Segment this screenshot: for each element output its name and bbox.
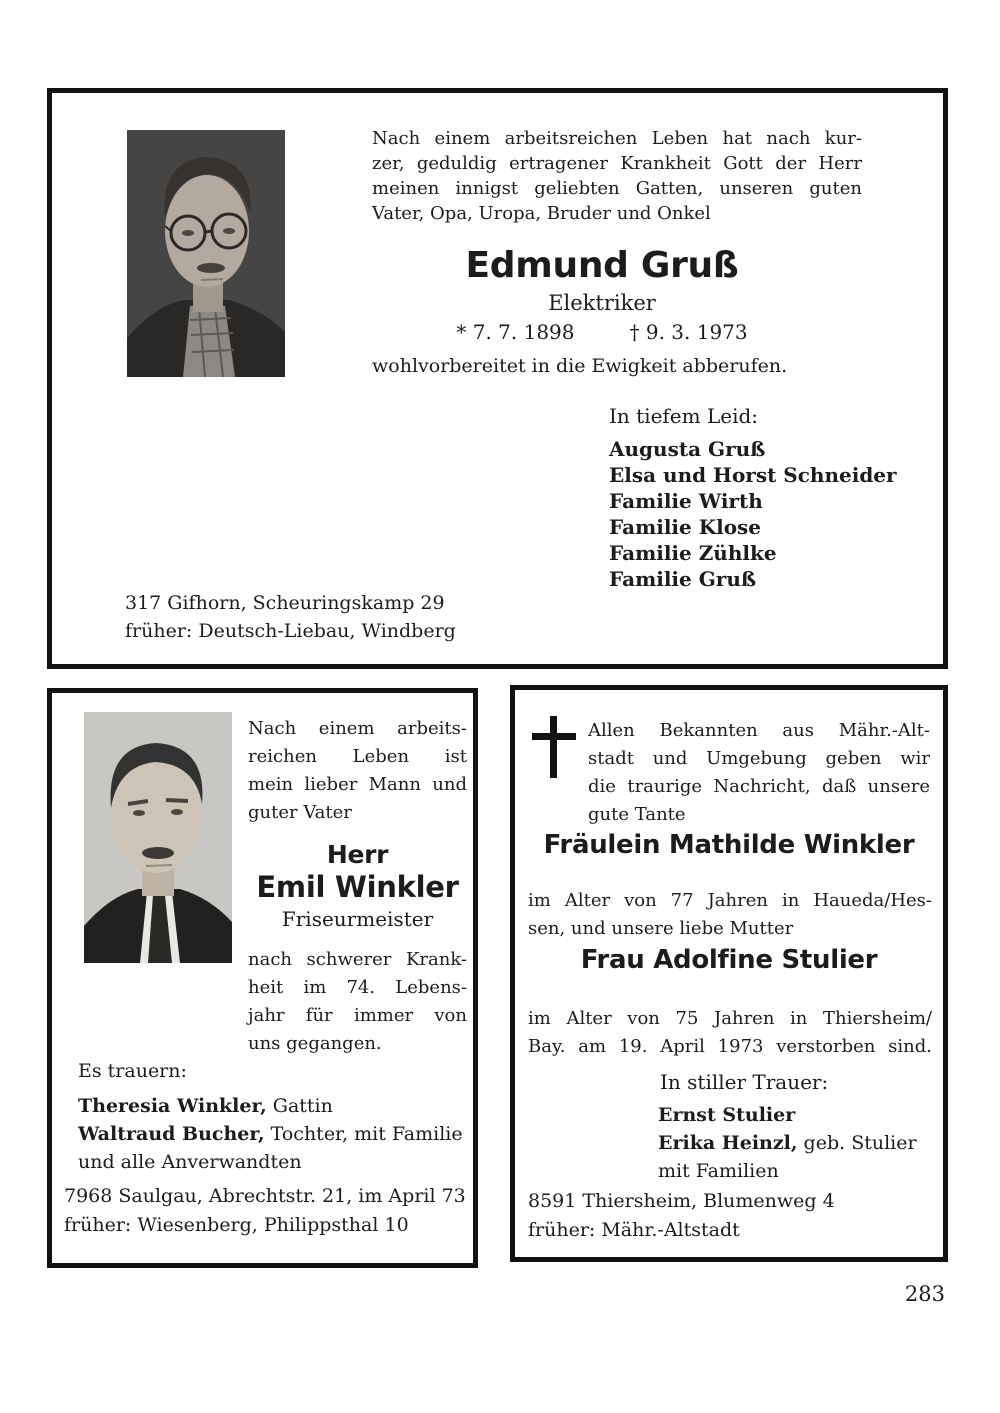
intro-text	[588, 717, 930, 829]
mourners-block	[658, 1101, 917, 1185]
deceased-profession: Elektriker	[548, 291, 656, 315]
intro-line: reichen Leben ist	[248, 746, 467, 767]
intro-line: meinen innigst geliebten Gatten, unseren guten	[372, 178, 862, 199]
mourner-name: Familie Zühlke	[609, 541, 777, 565]
address-line: 8591 Thiersheim, Blumenweg 4	[528, 1190, 835, 1212]
mourner-line	[78, 1148, 463, 1176]
mourner-name: Familie Klose	[609, 515, 762, 539]
address-line: 317 Gifhorn, Scheuringskamp 29	[125, 592, 445, 614]
closing-text	[248, 946, 467, 1058]
closing-line: jahr für immer von	[248, 1005, 467, 1026]
notice-emil-winkler	[47, 688, 478, 1268]
mourner-name: Augusta Gruß	[609, 437, 766, 461]
address-block	[125, 589, 456, 645]
closing-line: heit im 74. Lebens-	[248, 977, 467, 998]
mourner-role: und alle Anverwandten	[78, 1151, 302, 1173]
mourners-block	[609, 404, 897, 592]
closing-line: nach schwerer Krank-	[248, 949, 467, 970]
intro-line: mein lieber Mann und	[248, 774, 467, 795]
mourner-line	[78, 1120, 463, 1148]
closing-line: Bay. am 19. April 1973 verstorben sind.	[528, 1036, 932, 1057]
intro-line: Nach einem arbeitsreichen Leben hat nach kur-	[372, 128, 862, 149]
mourners-block	[78, 1092, 463, 1176]
intro-line: Vater, Opa, Uropa, Bruder und Onkel	[372, 203, 711, 224]
deceased-name: Emil Winkler	[256, 870, 459, 904]
intro-line: zer, geduldig ertragener Krankheit Gott der Herr	[372, 153, 862, 174]
closing-line: im Alter von 75 Jahren in Thiersheim/	[528, 1008, 932, 1029]
portrait-man-glasses-icon	[127, 130, 285, 377]
deceased-profession: Friseurmeister	[281, 907, 434, 931]
cross-icon	[550, 716, 557, 778]
intro-line: Nach einem arbeits-	[248, 718, 467, 739]
mourner-line	[658, 1129, 917, 1157]
mourner-name: Familie Gruß	[609, 567, 757, 591]
deceased-name: Edmund Gruß	[465, 245, 739, 286]
life-dates	[327, 320, 877, 344]
notice-winkler-stulier	[510, 685, 948, 1262]
mourner-name: Theresia Winkler,	[78, 1095, 267, 1117]
intro-line: die traurige Nachricht, daß unsere	[588, 776, 930, 797]
intro-line: stadt und Umgebung geben wir	[588, 748, 930, 769]
mourner-role: Gattin	[266, 1095, 333, 1117]
page-number: 283	[904, 1282, 945, 1306]
closing-text: wohlvorbereitet in die Ewigkeit abberufen.	[372, 355, 788, 377]
deceased-name-mathilde: Fräulein Mathilde Winkler	[543, 830, 915, 860]
address-block	[528, 1187, 835, 1245]
intro-text	[248, 715, 467, 827]
address-line: früher: Mähr.-Altstadt	[528, 1219, 740, 1241]
closing-line: uns gegangen.	[248, 1033, 382, 1054]
mourner-line	[658, 1157, 917, 1185]
mourner-role: geb. Stulier	[797, 1132, 917, 1154]
middle-line: sen, und unsere liebe Mutter	[528, 918, 794, 939]
birth-date: * 7. 7. 1898	[456, 320, 575, 344]
mourner-name: Elsa und Horst Schneider	[609, 463, 897, 487]
mourning-label: Es trauern:	[78, 1060, 187, 1082]
intro-text	[372, 126, 862, 226]
mourner-name: Waltraud Bucher,	[78, 1123, 265, 1145]
cross-icon	[532, 733, 576, 740]
address-line: früher: Deutsch-Liebau, Windberg	[125, 620, 456, 642]
closing-text	[528, 1005, 932, 1061]
mourner-role: mit Familien	[658, 1160, 779, 1182]
mourner-line	[78, 1092, 463, 1120]
portrait-man-suit-icon	[84, 712, 232, 963]
notice-edmund-gruss	[47, 88, 948, 669]
mourning-label: In tiefem Leid:	[609, 404, 759, 428]
intro-line: Allen Bekannten aus Mähr.-Alt-	[588, 720, 930, 741]
address-line: 7968 Saulgau, Abrechtstr. 21, im April 73	[64, 1185, 466, 1207]
deceased-name-adolfine: Frau Adolfine Stulier	[580, 945, 878, 975]
middle-line: im Alter von 77 Jahren in Haueda/Hes-	[528, 890, 932, 911]
mourner-name: Ernst Stulier	[658, 1104, 796, 1126]
mourner-name: Familie Wirth	[609, 489, 763, 513]
portrait-edmund-gruss-photo	[127, 130, 285, 377]
address-line: früher: Wiesenberg, Philippsthal 10	[64, 1214, 409, 1236]
death-date: † 9. 3. 1973	[629, 320, 748, 344]
intro-line: gute Tante	[588, 804, 686, 825]
mourner-line	[658, 1101, 917, 1129]
address-block	[64, 1182, 466, 1240]
mourning-label: In stiller Trauer:	[660, 1070, 829, 1094]
deceased-title: Herr	[326, 840, 389, 869]
mourner-role: Tochter, mit Familie	[264, 1123, 463, 1145]
mourner-name: Erika Heinzl,	[658, 1132, 798, 1154]
middle-text	[528, 887, 932, 943]
portrait-emil-winkler-photo	[84, 712, 232, 963]
intro-line: guter Vater	[248, 802, 352, 823]
